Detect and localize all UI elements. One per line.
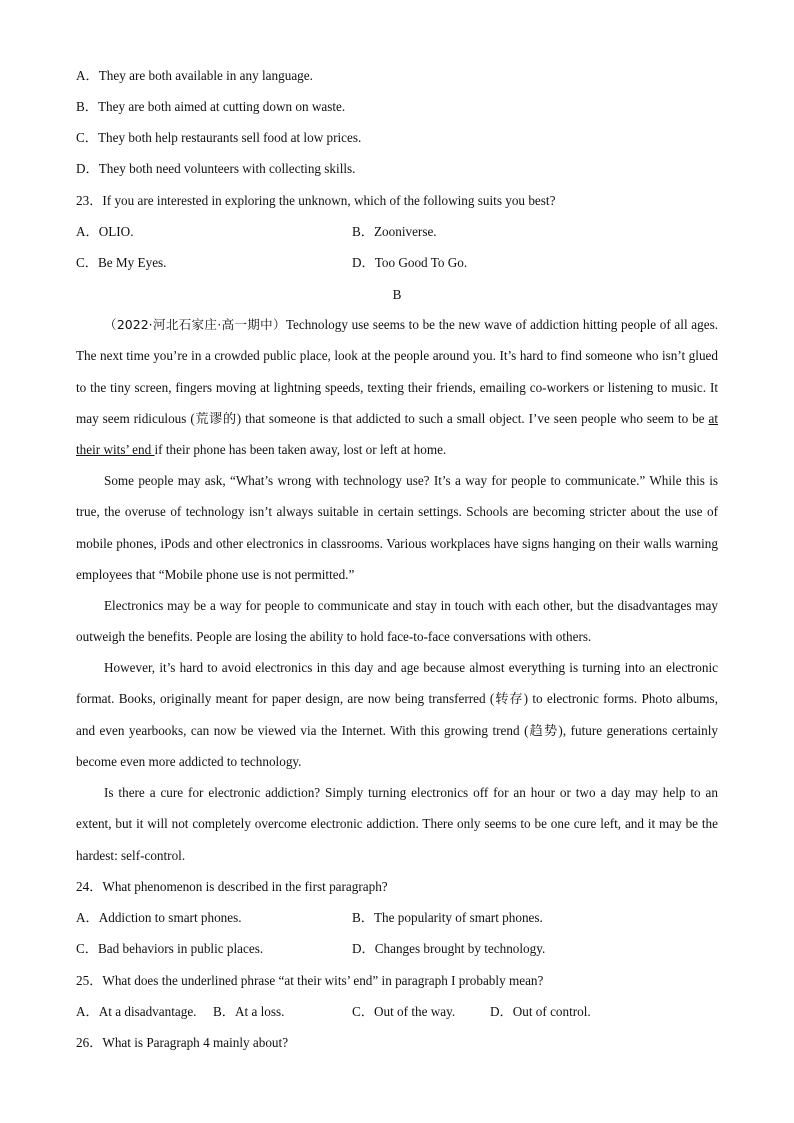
q24-option-d: D．Changes brought by technology. [352, 941, 546, 956]
passage-paragraph-5: Is there a cure for electronic addiction? Simply turning electronics off for an hour or two a day may help to an extent, but it will not completely overcome electronic addiction. There only seems to be one cure left, and it may be the hardest: self-control. [76, 785, 718, 863]
q25-option-d: D．Out of control. [490, 1004, 591, 1019]
q23-option-c: C．Be My Eyes. [76, 255, 167, 270]
q23-option-d: D．Too Good To Go. [352, 255, 468, 270]
q22-option-d: D．They both need volunteers with collecting skills. [76, 161, 356, 176]
q22-option-b: B．They are both aimed at cutting down on waste. [76, 99, 346, 114]
passage-paragraph-4: However, it’s hard to avoid electronics in this day and age because almost everything is turning into an electronic format. Books, originally meant for paper design, are now being transferred (转存) to electronic forms. Photo albums, and even yearbooks, can now be viewed via the Internet. With this growing trend (趋势), future generations certainly become even more addicted to technology. [76, 660, 718, 769]
q24-option-b: B．The popularity of smart phones. [352, 910, 543, 925]
q26-stem: 26．What is Paragraph 4 mainly about? [76, 1035, 289, 1050]
passage-paragraph-2: Some people may ask, “What’s wrong with technology use? It’s a way for people to communicate.” While this is true, the overuse of technology isn’t always suitable in certain settings. Schools are becoming stricter about the use of mobile phones, iPods and other electronics in classrooms. Various workplaces have signs hanging on their walls warning employees that “Mobile phone use is not permitted.” [76, 473, 718, 582]
q23-option-b: B．Zooniverse. [352, 224, 437, 239]
q25-option-b: B．At a loss. [213, 1004, 285, 1019]
q22-option-c: C．They both help restaurants sell food at low prices. [76, 130, 362, 145]
q24-stem: 24．What phenomenon is described in the first paragraph? [76, 879, 388, 894]
paragraph-1-text: Technology use seems to be the new wave of addiction hitting people of all ages. The next time you’re in a crowded public place, look at the people around you. It’s hard to find someone who isn’t glued to the tiny screen, fingers moving at lightning speeds, texting their friends, emailing co-workers or listening to music. It may seem ridiculous (荒谬的) that someone is that addicted to such a small object. I’ve seen people who seem to be [76, 317, 718, 426]
q25-option-c: C．Out of the way. [352, 1004, 456, 1019]
q23-option-a: A．OLIO. [76, 224, 134, 239]
source-note: （2022·河北石家庄·高一期中） [104, 317, 286, 332]
q22-option-a: A．They are both available in any language. [76, 68, 313, 83]
passage-paragraph-1 [76, 309, 718, 465]
q23-stem: 23．If you are interested in exploring the unknown, which of the following suits you best? [76, 193, 556, 208]
q25-option-a: A．At a disadvantage. [76, 1004, 197, 1019]
q24-option-a: A．Addiction to smart phones. [76, 910, 242, 925]
underlined-phrase: at their wits’ end [76, 410, 718, 458]
passage-paragraph-3: Electronics may be a way for people to communicate and stay in touch with each other, but the disadvantages may outweigh the benefits. People are losing the ability to hold face-to-face conversations with others. [76, 598, 718, 645]
q24-option-c: C．Bad behaviors in public places. [76, 941, 264, 956]
section-label: B [392, 287, 402, 302]
paragraph-1-ending: if their phone has been taken away, lost or left at home. [154, 442, 447, 458]
q25-stem: 25．What does the underlined phrase “at their wits’ end” in paragraph I probably mean? [76, 973, 544, 988]
